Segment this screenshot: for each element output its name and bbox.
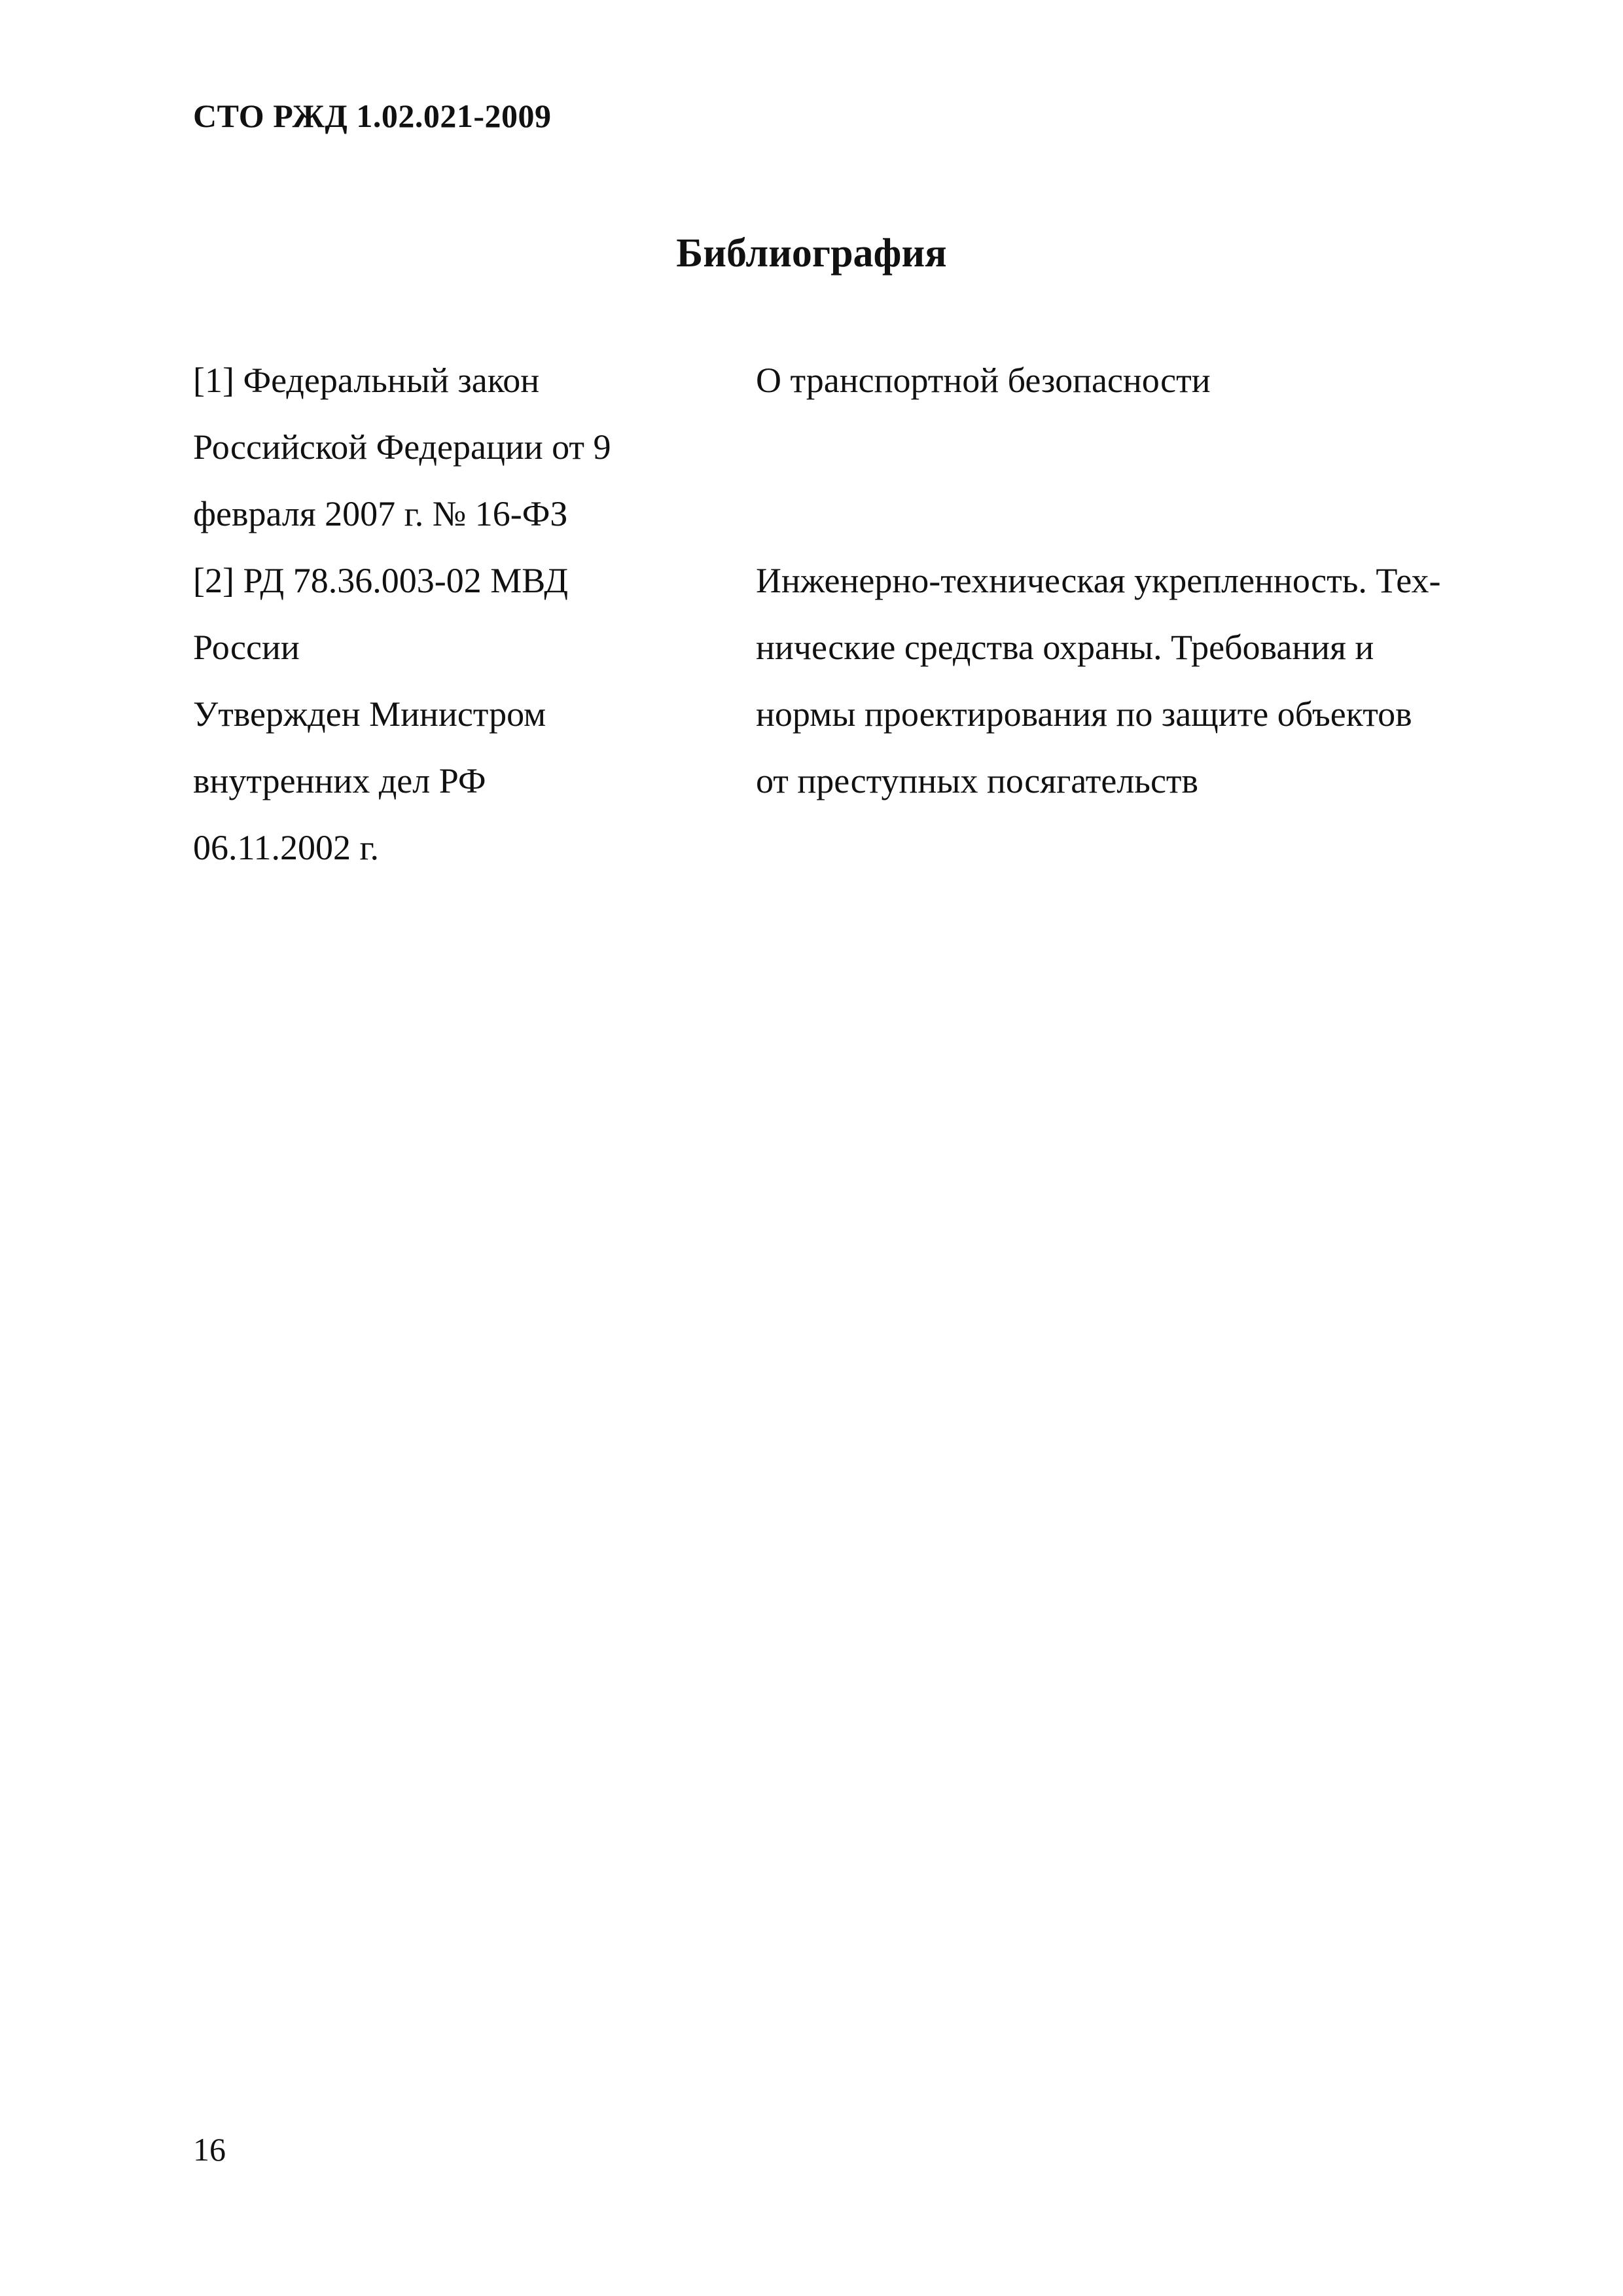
title-line: нормы проектирования по защите объектов — [756, 694, 1412, 734]
title-line: О транспортной безопасности — [756, 361, 1211, 400]
bibliography-entry-title — [756, 547, 1508, 814]
page-number: 16 — [193, 2131, 226, 2168]
title-line: Инженерно-техническая укрепленность. Тех- — [756, 561, 1441, 600]
source-line: Утвержден Министром — [193, 694, 546, 734]
bibliography-entry-source — [193, 347, 756, 547]
source-line: [1] Федеральный закон — [193, 361, 540, 400]
source-line: [2] РД 78.36.003-02 МВД — [193, 561, 569, 600]
title-line: от преступных посягательств — [756, 761, 1199, 800]
title-line: нические средства охраны. Требования и — [756, 628, 1374, 667]
section-title: Библиография — [676, 231, 947, 276]
bibliography-entry-title — [756, 347, 1508, 414]
source-line: 06.11.2002 г. — [193, 828, 380, 867]
bibliography-entry-source — [193, 547, 756, 881]
source-line: России — [193, 628, 300, 667]
bibliography-entry-1 — [193, 347, 1508, 547]
source-line: февраля 2007 г. № 16-ФЗ — [193, 494, 568, 533]
bibliography-list — [193, 347, 1508, 881]
bibliography-entry-2 — [193, 547, 1508, 881]
source-line: внутренних дел РФ — [193, 761, 486, 800]
document-code-header: СТО РЖД 1.02.021-2009 — [193, 98, 552, 134]
source-line: Российской Федерации от 9 — [193, 427, 611, 467]
